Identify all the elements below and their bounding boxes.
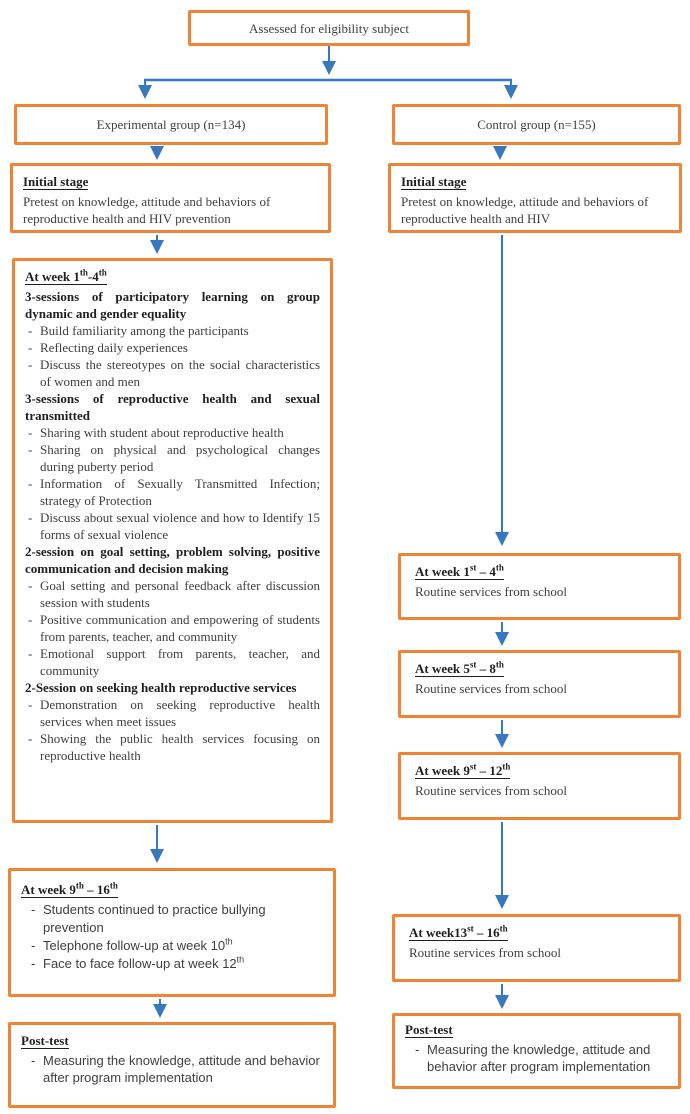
exp-followup-title: At week 9th – 16th — [21, 880, 118, 897]
intervention-item: - Positive communication and empowering of students from parents, teacher, and community — [25, 611, 320, 645]
control-week13-16-box — [392, 914, 681, 982]
ctrl-week1-4-body: Routine services from school — [415, 584, 567, 599]
experimental-intervention-box — [12, 258, 333, 823]
intervention-section-heading: 3-sessions of reproductive health and sexual transmitted — [25, 391, 320, 423]
control-group-label: Control group (n=155) — [477, 117, 596, 132]
intervention-item: - Discuss the stereotypes on the social characteristics of women and men — [25, 356, 320, 390]
intervention-item: - Showing the public health services focusing on reproductive health — [25, 730, 320, 764]
intervention-section-heading: 2-Session on seeking health reproductive services — [25, 680, 297, 695]
experimental-initial-stage-box — [10, 163, 331, 233]
experimental-group-box — [14, 104, 328, 145]
ctrl-initial-heading: Initial stage — [401, 174, 467, 189]
control-posttest-box — [392, 1013, 681, 1089]
ctrl-week5-8-body: Routine services from school — [415, 681, 567, 696]
control-group-box — [392, 104, 681, 145]
intervention-item: - Information of Sexually Transmitted Infection; strategy of Protection — [25, 475, 320, 509]
control-week9-12-box — [398, 752, 681, 820]
assessed-box — [188, 10, 470, 46]
control-initial-stage-box — [388, 163, 682, 233]
posttest-item: - Measuring the knowledge, attitude and behavior after program implementation — [21, 1052, 323, 1086]
ctrl-week9-12-body: Routine services from school — [415, 783, 567, 798]
ctrl-week9-12-title: At week 9st – 12th — [415, 761, 511, 778]
followup-item: - Face to face follow-up at week 12th — [21, 955, 323, 973]
ctrl-initial-body: Pretest on knowledge, attitude and behaviors of reproductive health and HIV — [401, 194, 649, 226]
ctrl-week1-4-title: At week 1st – 4th — [415, 562, 504, 579]
exp-posttest-heading: Post-test — [21, 1033, 69, 1048]
intervention-item: - Emotional support from parents, teacher, and community — [25, 645, 320, 679]
followup-item: - Telephone follow-up at week 10th — [21, 937, 323, 955]
exp-initial-heading: Initial stage — [23, 174, 89, 189]
intervention-item: - Sharing with student about reproductive health — [25, 424, 320, 441]
ctrl-week13-16-body: Routine services from school — [409, 945, 561, 960]
posttest-item: - Measuring the knowledge, attitude and behavior after program implementation — [405, 1041, 668, 1075]
intervention-item: - Goal setting and personal feedback after discussion session with students — [25, 577, 320, 611]
assessed-label: Assessed for eligibility subject — [249, 20, 409, 36]
experimental-posttest-box — [8, 1022, 336, 1108]
intervention-section-heading: 2-session on goal setting, problem solving, positive communication and decision making — [25, 544, 320, 576]
intervention-item: - Build familiarity among the participants — [25, 322, 320, 339]
ctrl-posttest-heading: Post-test — [405, 1022, 453, 1037]
intervention-section-heading: 3-sessions of participatory learning on group dynamic and gender equality — [25, 289, 320, 321]
ctrl-week5-8-title: At week 5st – 8th — [415, 659, 504, 676]
control-week1-4-box — [398, 553, 681, 620]
intervention-item: - Discuss about sexual violence and how to Identify 15 forms of sexual violence — [25, 509, 320, 543]
control-week5-8-box — [398, 650, 681, 718]
experimental-followup-box — [8, 868, 336, 997]
intervention-title: At week 1th-4th — [25, 267, 107, 284]
ctrl-week13-16-title: At week13st – 16th — [409, 923, 508, 940]
followup-item: - Students continued to practice bullying prevention — [21, 901, 323, 937]
intervention-item: - Demonstration on seeking reproductive health services when meet issues — [25, 696, 320, 730]
experimental-group-label: Experimental group (n=134) — [96, 117, 246, 132]
exp-initial-body: Pretest on knowledge, attitude and behaviors of reproductive health and HIV prevention — [23, 194, 271, 226]
intervention-item: - Reflecting daily experiences — [25, 339, 320, 356]
intervention-item: - Sharing on physical and psychological changes during puberty period — [25, 441, 320, 475]
